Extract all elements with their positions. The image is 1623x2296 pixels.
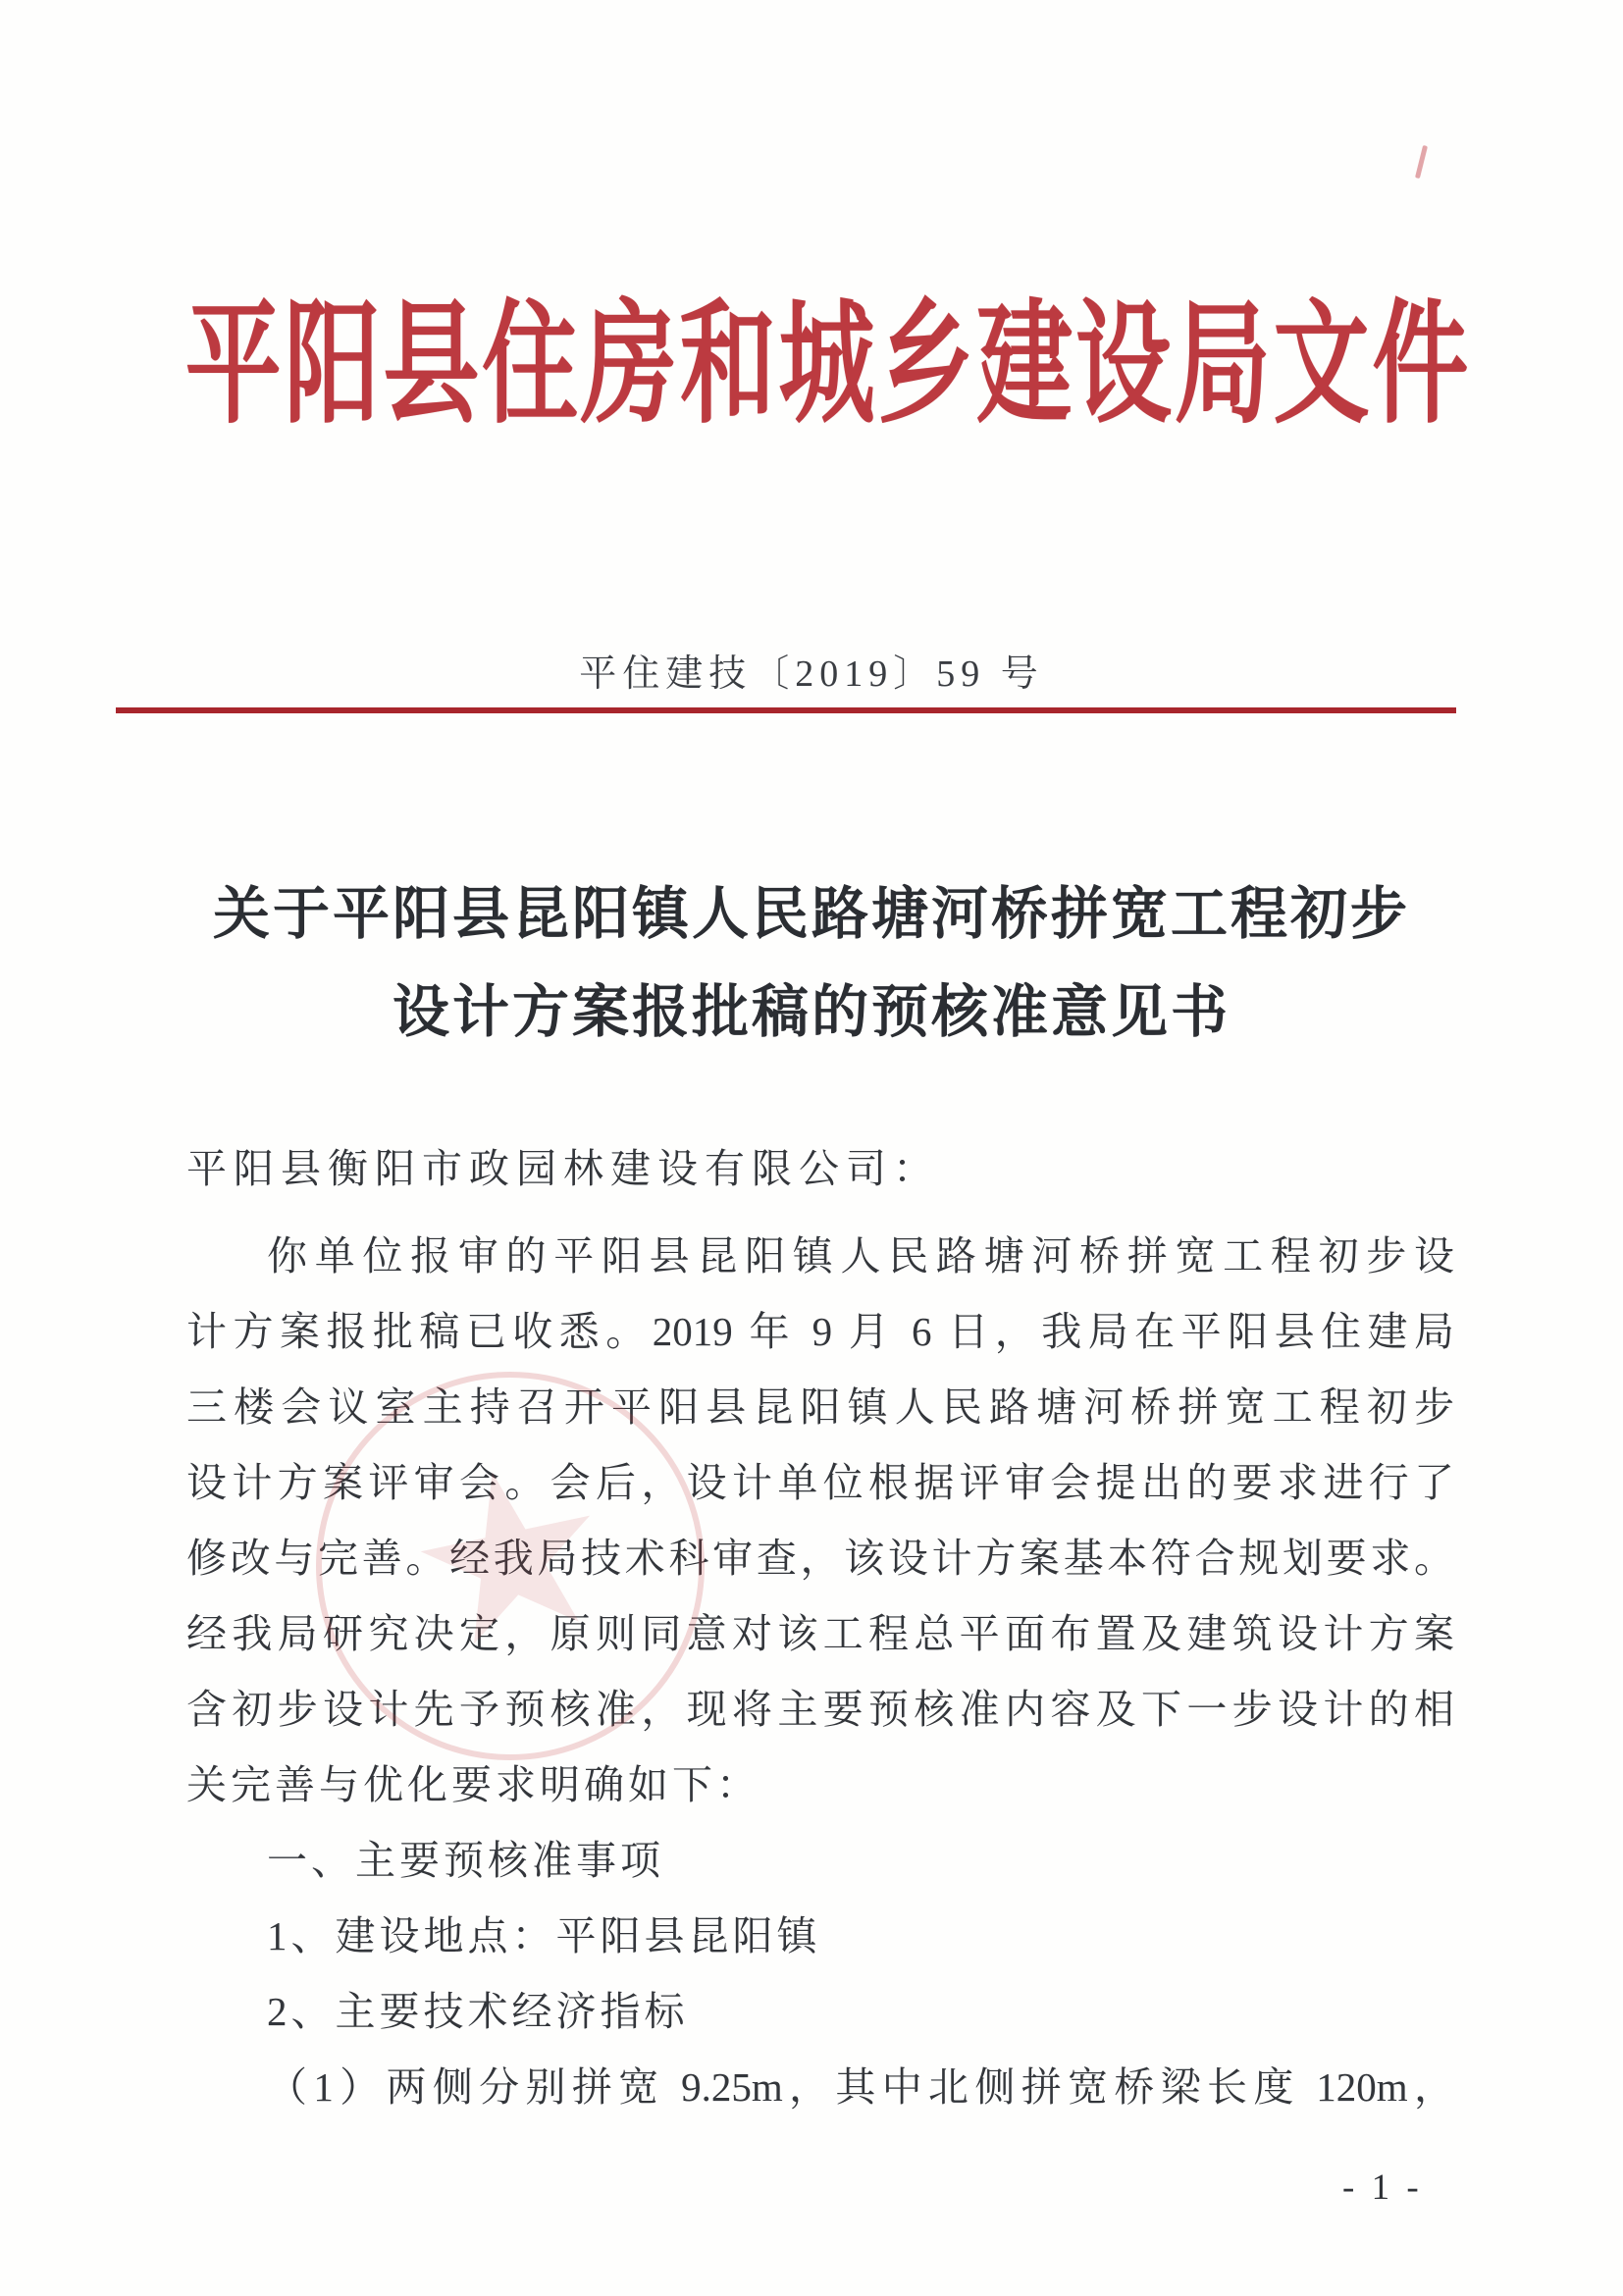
doc-number: 平住建技〔2019〕59 号 bbox=[579, 653, 1044, 695]
body-line: 修改与完善。经我局技术科审查，该设计方案基本符合规划要求。 bbox=[186, 1536, 1454, 1581]
title-line-1: 关于平阳县昆阳镇人民路塘河桥拼宽工程初步 bbox=[212, 882, 1410, 946]
body-line: 三楼会议室主持召开平阳县昆阳镇人民路塘河桥拼宽工程初步 bbox=[186, 1384, 1454, 1430]
title-line-2: 设计方案报批稿的预核准意见书 bbox=[392, 980, 1230, 1044]
body-line: 经我局研究决定，原则同意对该工程总平面布置及建筑设计方案 bbox=[186, 1611, 1454, 1656]
seal-star-icon: ★ bbox=[384, 1407, 637, 1706]
body-paragraphs bbox=[186, 1219, 1454, 2125]
agency-header-title: 平阳县住房和城乡建设局文件 bbox=[184, 292, 1471, 440]
body-line: 1、建设地点：平阳县昆阳镇 bbox=[267, 1913, 821, 1958]
body-line: 计方案报批稿已收悉。2019 年 9 月 6 日，我局在平阳县住建局 bbox=[186, 1309, 1454, 1354]
body-line: 关完善与优化要求明确如下： bbox=[186, 1762, 760, 1807]
scan-artifact bbox=[1415, 145, 1428, 179]
body-line: 一、主要预核准事项 bbox=[267, 1838, 664, 1883]
red-divider-rule bbox=[116, 707, 1456, 713]
body-line: 你单位报审的平阳县昆阳镇人民路塘河桥拼宽工程初步设 bbox=[267, 1233, 1454, 1278]
page-number: - 1 - bbox=[1342, 2167, 1423, 2208]
body-line: 含初步设计先予预核准，现将主要预核准内容及下一步设计的相 bbox=[186, 1687, 1454, 1732]
body-line: 设计方案评审会。会后，设计单位根据评审会提出的要求进行了 bbox=[186, 1460, 1454, 1505]
body-line: 2、主要技术经济指标 bbox=[267, 1989, 689, 2034]
body-line: （1）两侧分别拼宽 9.25m，其中北侧拼宽桥梁长度 120m， bbox=[267, 2064, 1454, 2110]
recipient-line: 平阳县衡阳市政园林建设有限公司： bbox=[186, 1146, 940, 1191]
document-title bbox=[0, 865, 1623, 1062]
